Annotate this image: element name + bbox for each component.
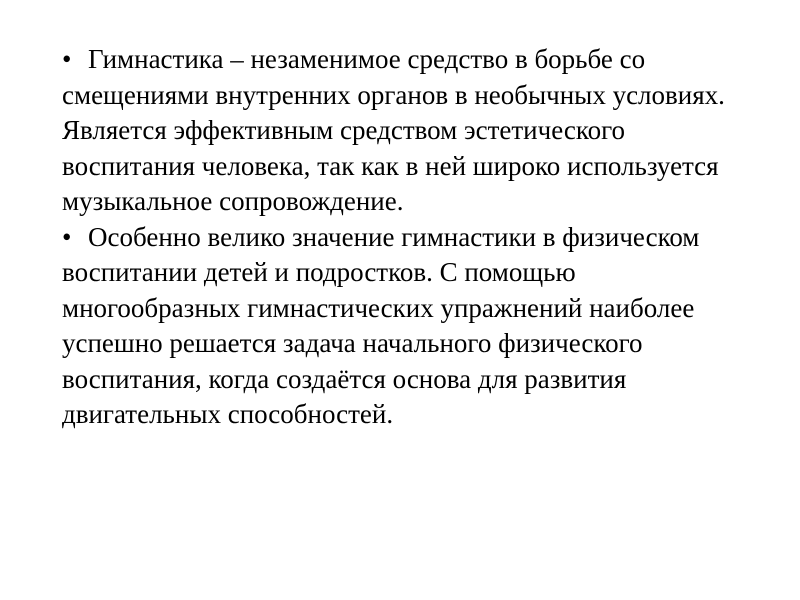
bullet-item-2 — [62, 220, 730, 433]
slide-body — [62, 42, 730, 433]
bullet-text: Гимнастика – незаменимое средство в борьбе со смещениями внутренних органов в необычных условиях. Является эффективным средством эстетического воспитания человека, так как в ней широко используется музыкальное сопровождение. — [62, 44, 725, 216]
bullet-marker: • — [62, 221, 72, 252]
bullet-item-1 — [62, 42, 730, 220]
bullet-text: Особенно велико значение гимнастики в физическом воспитании детей и подростков. С помощью многообразных гимнастических упражнений наиболее успешно решается задача начального физического воспитания, когда создаётся основа для развития двигательных способностей. — [62, 221, 700, 429]
bullet-marker: • — [62, 44, 72, 74]
